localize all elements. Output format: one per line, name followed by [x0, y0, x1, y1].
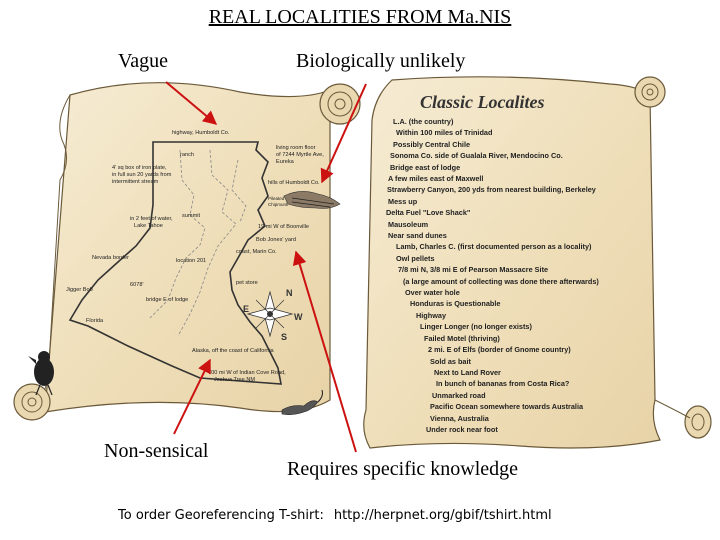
- footer: [118, 508, 552, 523]
- locality-item: Highway: [416, 311, 447, 320]
- map-label: Jigger Bob: [66, 287, 93, 293]
- map-label: in full sun 20 yards from: [112, 172, 172, 178]
- map-label: Eureka: [276, 159, 294, 165]
- map-label: Alaska, off the coast of California: [192, 348, 274, 354]
- map-label: 4' sq box of iron plate,: [112, 165, 167, 171]
- locality-item: Honduras is Questionable: [410, 299, 501, 308]
- map-label: location 201: [176, 258, 207, 264]
- map-label: intermittent stream: [112, 179, 159, 185]
- map-label: highway, Humboldt Co.: [172, 130, 230, 136]
- locality-item: Sold as bait: [430, 357, 471, 366]
- map-label: Bob Jones' yard: [256, 237, 296, 243]
- map-label: 700 mi W of Indian Cove Road,: [208, 370, 286, 376]
- footer-url-link[interactable]: http://herpnet.org/gbif/tshirt.html: [333, 508, 552, 523]
- scroll-curl-right-bottom: [685, 406, 711, 438]
- compass-letter: W: [294, 312, 303, 322]
- compass-letter: N: [286, 288, 293, 298]
- locality-item: Sonoma Co. side of Gualala River, Mendocino Co.: [390, 151, 563, 160]
- page-title: REAL LOCALITIES FROM Ma.NIS: [208, 6, 512, 28]
- locality-item: Mess up: [388, 197, 418, 206]
- classic-localities-heading: Classic Localites: [420, 92, 545, 112]
- locality-item: Unmarked road: [432, 391, 486, 400]
- map-label: Joshua Tree NM: [214, 377, 256, 383]
- scroll-curl-bottom-left: [14, 384, 50, 420]
- locality-item: 7/8 mi N, 3/8 mi E of Pearson Massacre Site: [398, 265, 549, 274]
- locality-item: Lamb, Charles C. (first documented person as a locality): [396, 242, 592, 251]
- locality-item: Vienna, Australia: [430, 414, 489, 423]
- locality-item: Within 100 miles of Trinidad: [396, 128, 493, 137]
- scroll-curl-top-right: [320, 84, 360, 124]
- label-vague: Vague: [118, 50, 168, 72]
- locality-item: Strawberry Canyon, 200 yds from nearest building, Berkeley: [387, 185, 596, 194]
- locality-item: Bridge east of lodge: [390, 163, 461, 172]
- map-label: Pileated: [268, 196, 285, 201]
- map-label: pet store: [236, 280, 258, 286]
- map-label: summit: [182, 213, 201, 219]
- map-label: coast, Marin Co.: [236, 249, 277, 255]
- locality-item: Mausoleum: [388, 220, 429, 229]
- locality-item: Possibly Central Chile: [393, 140, 471, 149]
- map-label: Lake Tahoe: [134, 223, 163, 229]
- locality-item: Pacific Ocean somewhere towards Australia: [430, 402, 584, 411]
- locality-item: Under rock near foot: [426, 425, 498, 434]
- label-biologically-unlikely: Biologically unlikely: [296, 50, 466, 72]
- locality-item: Next to Land Rover: [434, 368, 501, 377]
- map-label: 6078': [130, 282, 144, 288]
- footer-text: To order Georeferencing T-shirt:: [118, 508, 324, 523]
- compass-letter: S: [281, 332, 288, 342]
- map-label: bridge E of lodge: [146, 297, 189, 303]
- left-scroll: [14, 83, 360, 420]
- locality-item: (a large amount of collecting was done there afterwards): [403, 277, 599, 286]
- map-label: Florida: [86, 318, 104, 324]
- locality-item: Near sand dunes: [388, 231, 447, 240]
- label-requires-specific-knowledge: Requires specific knowledge: [287, 458, 519, 480]
- map-label: Nevada border: [92, 255, 130, 261]
- locality-item: In bunch of bananas from Costa Rica?: [436, 379, 570, 388]
- locality-item: Over water hole: [405, 288, 460, 297]
- locality-item: L.A. (the country): [393, 117, 454, 126]
- scroll-curl-right-top: [635, 77, 665, 107]
- locality-item: Owl pellets: [396, 254, 435, 263]
- label-non-sensical: Non-sensical: [104, 440, 209, 462]
- locality-item: A few miles east of Maxwell: [388, 174, 484, 183]
- locality-item: Linger Longer (no longer exists): [420, 322, 532, 331]
- map-label: of 7244 Myrtle Ave,: [276, 152, 324, 158]
- map-label: in 2 feet of water,: [130, 216, 173, 222]
- map-label: hills of Humboldt Co.: [268, 180, 320, 186]
- map-label: ranch: [180, 152, 194, 158]
- locality-item: 2 mi. E of Elfs (border of Gnome country): [428, 345, 571, 354]
- map-label: Chipmunk: [268, 202, 289, 207]
- right-scroll: [364, 77, 711, 448]
- locality-item: Failed Motel (thriving): [424, 334, 500, 343]
- map-label: 19 mi W of Boonville: [258, 224, 309, 230]
- compass-letter: E: [243, 304, 250, 314]
- map-label: living room floor: [276, 145, 316, 151]
- locality-item: Delta Fuel "Love Shack": [386, 208, 471, 217]
